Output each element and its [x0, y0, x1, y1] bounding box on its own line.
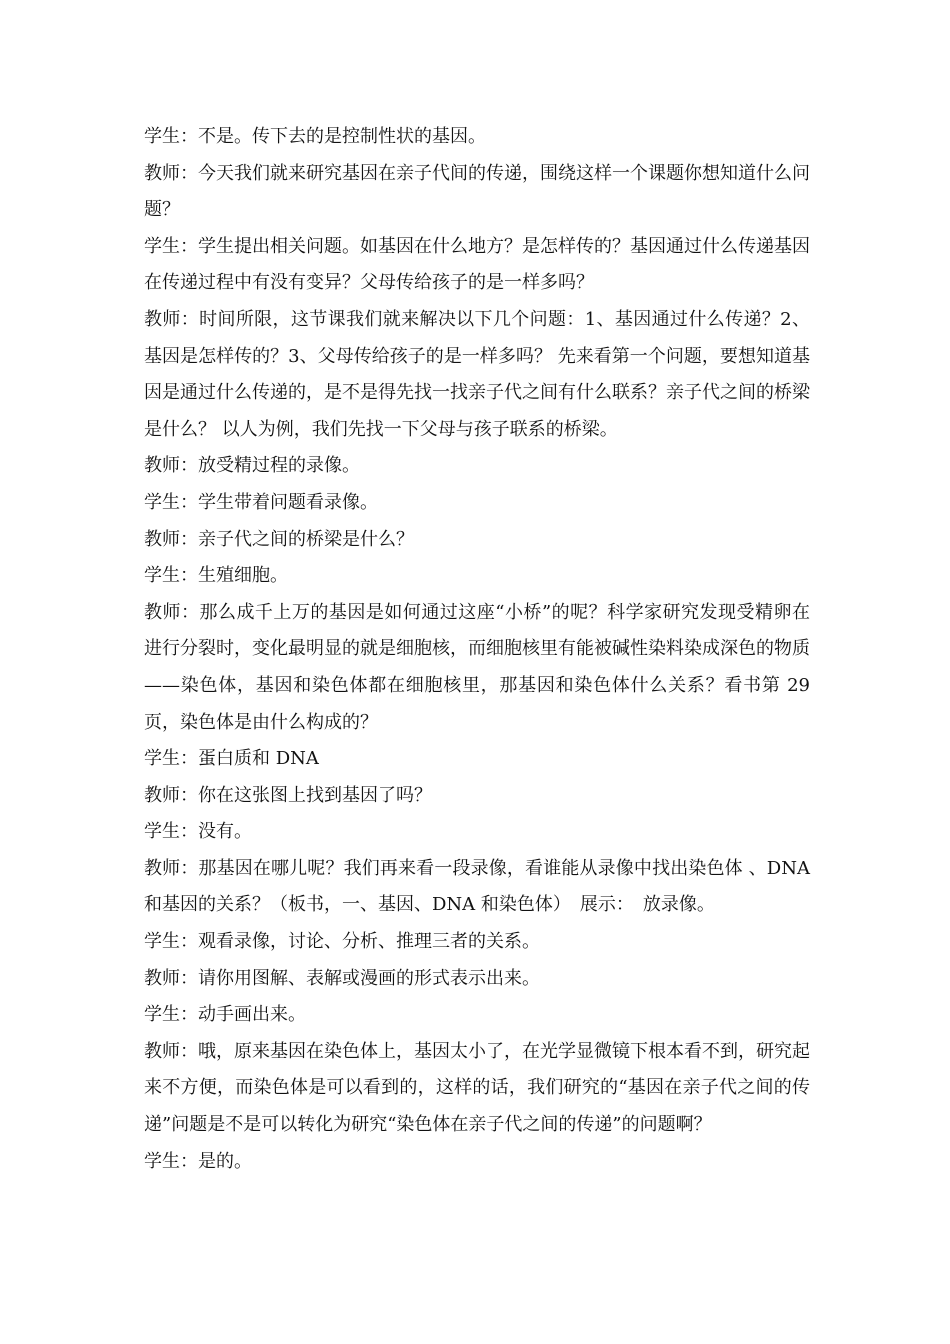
dialogue-paragraph: 学生：是的。: [144, 1150, 252, 1172]
dialogue-paragraph: 教师：那么成千上万的基因是如何通过这座“小桥”的呢？科学家研究发现受精卵在进行分裂时，变化最明显的就是细胞核，而细胞核里有能被碱性染料染成深色的物质——染色体，基因和染色体都在细胞核里，那基因和染色体什么关系？看书第 29 页，染色体是由什么构成的？: [144, 601, 810, 733]
dialogue-paragraph: 教师：请你用图解、表解或漫画的形式表示出来。: [144, 967, 540, 989]
dialogue-paragraph: 学生：生殖细胞。: [144, 565, 288, 587]
dialogue-paragraph: 教师：放受精过程的录像。: [144, 455, 360, 477]
dialogue-paragraph: 教师：今天我们就来研究基因在亲子代间的传递，围绕这样一个课题你想知道什么问题？: [144, 162, 810, 221]
dialogue-paragraph: 学生：不是。传下去的是控制性状的基因。: [144, 126, 486, 147]
dialogue-paragraph: 教师：你在这张图上找到基因了吗？: [144, 784, 432, 806]
dialogue-paragraph: 学生：学生提出相关问题。如基因在什么地方？是怎样传的？基因通过什么传递基因在传递过程中有没有变异？父母传给孩子的是一样多吗？: [144, 235, 810, 294]
dialogue-paragraph: 教师：那基因在哪儿呢？我们再来看一段录像，看谁能从录像中找出染色体 、DNA 和基因的关系？（板书，一、基因、DNA 和染色体） 展示： 放录像。: [144, 857, 810, 916]
dialogue-paragraph: 学生：观看录像，讨论、分析、推理三者的关系。: [144, 931, 540, 953]
dialogue-paragraph: 学生：蛋白质和 DNA: [144, 748, 319, 770]
dialogue-paragraph: 教师：时间所限，这节课我们就来解决以下几个问题：1、基因通过什么传递？2、基因是怎样传的？3、父母传给孩子的是一样多吗？ 先来看第一个问题，要想知道基因是通过什么传递的，是不是得先找一找亲子代之间有什么联系？亲子代之间的桥梁是什么？ 以人为例，我们先找一下父母与孩子联系的桥梁。: [144, 308, 810, 440]
dialogue-paragraph: 学生：动手画出来。: [144, 1004, 306, 1026]
dialogue-paragraph: 教师：哦，原来基因在染色体上，基因太小了，在光学显微镜下根本看不到，研究起来不方便，而染色体是可以看到的，这样的话，我们研究的“基因在亲子代之间的传递”问题是不是可以转化为研究“染色体在亲子代之间的传递”的问题啊？: [144, 1040, 810, 1136]
dialogue-body: [144, 119, 810, 1180]
dialogue-paragraph: 教师：亲子代之间的桥梁是什么？: [144, 528, 414, 550]
dialogue-paragraph: 学生：没有。: [144, 821, 252, 843]
dialogue-paragraph: 学生：学生带着问题看录像。: [144, 491, 378, 513]
